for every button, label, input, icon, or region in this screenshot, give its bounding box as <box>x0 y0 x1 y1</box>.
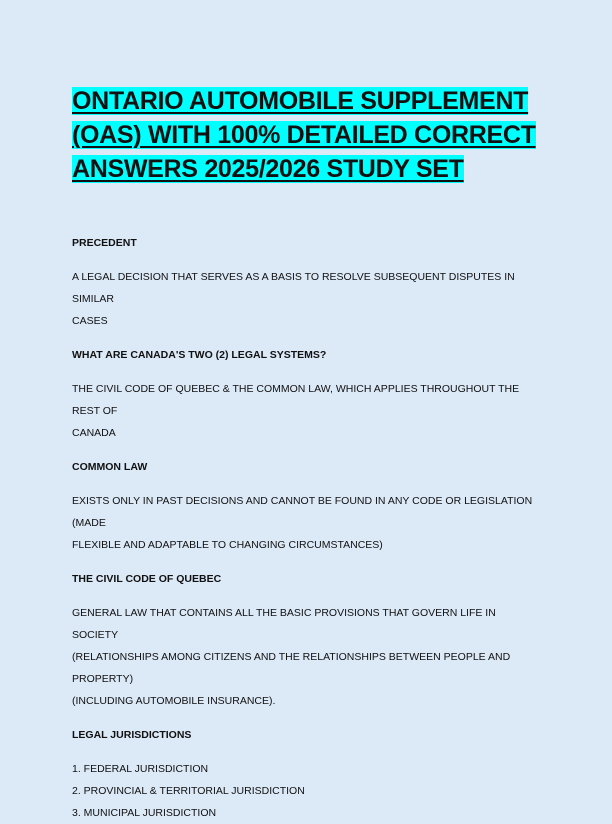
title-line-1: ONTARIO AUTOMOBILE SUPPLEMENT <box>72 87 529 115</box>
answer-line: (INCLUDING AUTOMOBILE INSURANCE). <box>72 695 276 707</box>
list-item: 3. MUNICIPAL JURISDICTION <box>72 807 217 819</box>
document-page <box>72 84 542 824</box>
document-title <box>72 84 542 186</box>
title-line-3: ANSWERS 2025/2026 STUDY SET <box>72 155 464 183</box>
answer-line: THE CIVIL CODE OF QUEBEC & THE COMMON LAW, WHICH APPLIES THROUGHOUT THE REST OF <box>72 383 520 417</box>
question-heading: LEGAL JURISDICTIONS <box>72 729 192 741</box>
list-item: 2. PROVINCIAL & TERRITORIAL JURISDICTION <box>72 785 305 797</box>
answer-line: GENERAL LAW THAT CONTAINS ALL THE BASIC PROVISIONS THAT GOVERN LIFE IN SOCIETY <box>72 607 496 641</box>
question-heading: THE CIVIL CODE OF QUEBEC <box>72 573 222 585</box>
qa-list <box>72 232 542 824</box>
answer-line: (RELATIONSHIPS AMONG CITIZENS AND THE RELATIONSHIPS BETWEEN PEOPLE AND PROPERTY) <box>72 651 511 685</box>
answer-line: EXISTS ONLY IN PAST DECISIONS AND CANNOT BE FOUND IN ANY CODE OR LEGISLATION (MADE <box>72 495 533 529</box>
question-heading: WHAT ARE CANADA'S TWO (2) LEGAL SYSTEMS? <box>72 349 327 361</box>
title-line-2: (OAS) WITH 100% DETAILED CORRECT <box>72 121 536 149</box>
question-heading: COMMON LAW <box>72 461 148 473</box>
list-item: 1. FEDERAL JURISDICTION <box>72 763 209 775</box>
answer-line: FLEXIBLE AND ADAPTABLE TO CHANGING CIRCUMSTANCES) <box>72 539 383 551</box>
question-heading: PRECEDENT <box>72 237 137 249</box>
answer-line: A LEGAL DECISION THAT SERVES AS A BASIS TO RESOLVE SUBSEQUENT DISPUTES IN SIMILAR <box>72 271 515 305</box>
answer-line: CANADA <box>72 427 116 439</box>
answer-line: CASES <box>72 315 108 327</box>
